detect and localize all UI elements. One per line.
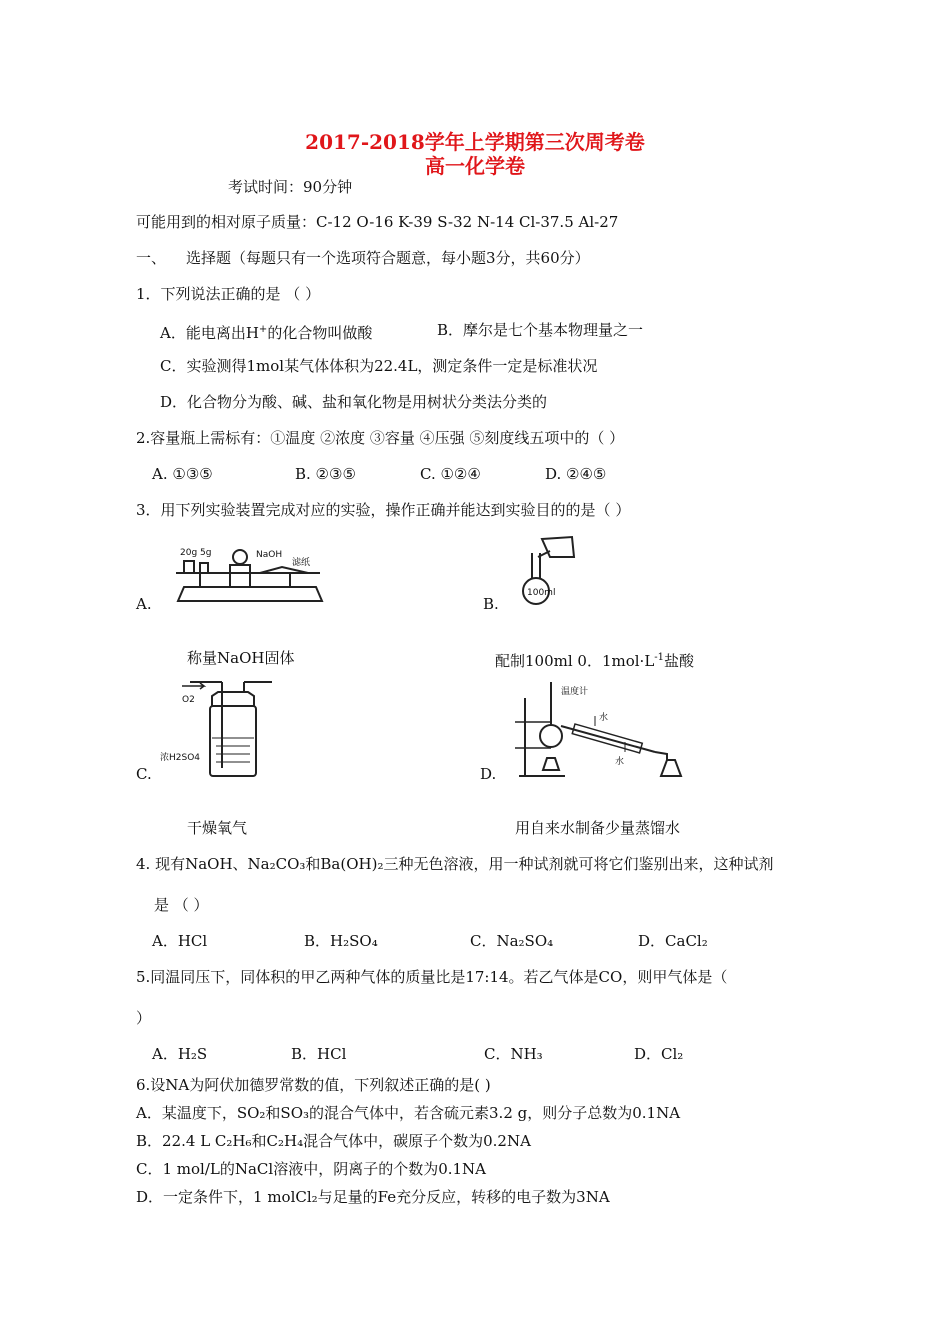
q3-caption-a: 称量NaOH固体 [187, 649, 295, 667]
q2-option-c: C. ①②④ [420, 465, 481, 483]
section-number: 一、 [136, 249, 167, 267]
q3-letter-b: B. [483, 595, 499, 613]
q1-option-a: A．能电离出H+的化合物叫做酸 [160, 324, 373, 342]
q5-stem-cont: ） [136, 1009, 152, 1027]
exam-title: 2017-2018学年上学期第三次周考卷 [305, 130, 645, 154]
q3-letter-a: A. [136, 595, 152, 613]
q4-stem: 4. 现有NaOH、Na₂CO₃和Ba(OH)₂三种无色溶液，用一种试剂就可将它们鉴别出来，这种试剂 [136, 855, 774, 873]
balance-naoh-label: NaOH [256, 550, 283, 560]
q5-option-d: D．Cl₂ [634, 1045, 684, 1063]
q4-option-b: B．H₂SO₄ [304, 932, 378, 950]
atomic-masses: 可能用到的相对原子质量：C-12 O-16 K-39 S-32 N-14 Cl-37.5 Al-27 [136, 213, 619, 231]
q3-caption-c: 干燥氧气 [187, 819, 248, 837]
q2-option-d: D. ②④⑤ [545, 465, 607, 483]
q1-option-b: B．摩尔是七个基本物理量之一 [437, 321, 644, 339]
q5-stem: 5.同温同压下，同体积的甲乙两种气体的质量比是17:14。若乙气体是CO，则甲气体是（ [136, 968, 728, 986]
q2-stem: 2.容量瓶上需标有：①温度 ②浓度 ③容量 ④压强 ⑤刻度线五项中的（ ） [136, 429, 625, 447]
q2-option-a: A. ①③⑤ [152, 465, 213, 483]
water-in-label: 水 [615, 757, 625, 767]
q6-stem: 6.设NA为阿伏加德罗常数的值，下列叙述正确的是( ) [136, 1076, 491, 1094]
exam-time: 考试时间：90分钟 [228, 178, 353, 196]
q6-option-d: D．一定条件下，1 molCl₂与足量的Fe充分反应，转移的电子数为3NA [136, 1188, 610, 1206]
q3-letter-d: D. [480, 765, 497, 783]
q4-stem-cont: 是 （ ） [154, 896, 209, 914]
water-out-label: 水 [599, 713, 609, 723]
thermometer-label: 温度计 [561, 687, 589, 697]
q5-option-b: B．HCl [291, 1045, 347, 1063]
q4-option-a: A．HCl [152, 932, 208, 950]
q1-option-d: D．化合物分为酸、碱、盐和氧化物是用树状分类法分类的 [160, 393, 548, 411]
section-heading: 选择题（每题只有一个选项符合题意，每小题3分，共60分） [186, 249, 590, 267]
q6-option-c: C．1 mol/L的NaCl溶液中，阴离子的个数为0.1NA [136, 1160, 487, 1178]
gas-washing-bottle-figure [160, 680, 275, 780]
q5-option-c: C．NH₃ [484, 1045, 543, 1063]
distillation-figure [505, 678, 695, 780]
q4-option-d: D．CaCl₂ [638, 932, 708, 950]
q1-option-c: C．实验测得1mol某气体体积为22.4L，测定条件一定是标准状况 [160, 357, 598, 375]
q6-option-b: B．22.4 L C₂H₆和C₂H₄混合气体中，碳原子个数为0.2NA [136, 1132, 531, 1150]
acid-label: 浓H2SO4 [160, 753, 201, 763]
q5-option-a: A．H₂S [152, 1045, 208, 1063]
q6-option-a: A．某温度下，SO₂和SO₃的混合气体中，若含硫元素3.2 g，则分子总数为0.1NA [136, 1104, 681, 1122]
q2-option-b: B. ②③⑤ [295, 465, 356, 483]
volumetric-flask-figure [510, 535, 590, 607]
q1-stem: 1．下列说法正确的是 （ ） [136, 285, 321, 303]
exam-subtitle: 高一化学卷 [425, 154, 525, 178]
q3-letter-c: C. [136, 765, 152, 783]
balance-paper-label: 滤纸 [292, 558, 311, 568]
flask-volume-label: 100ml [527, 588, 556, 598]
balance-weights-label: 20g 5g [180, 548, 212, 558]
gas-label: O2 [182, 695, 195, 705]
balance-figure [170, 543, 330, 607]
q4-option-c: C．Na₂SO₄ [470, 932, 554, 950]
q3-stem: 3．用下列实验装置完成对应的实验，操作正确并能达到实验目的的是（ ） [136, 501, 631, 519]
q3-caption-b: 配制100ml 0．$1mol\cdot L^{-1}$盐酸 [495, 652, 695, 670]
q3-caption-d: 用自来水制备少量蒸馏水 [515, 819, 681, 837]
